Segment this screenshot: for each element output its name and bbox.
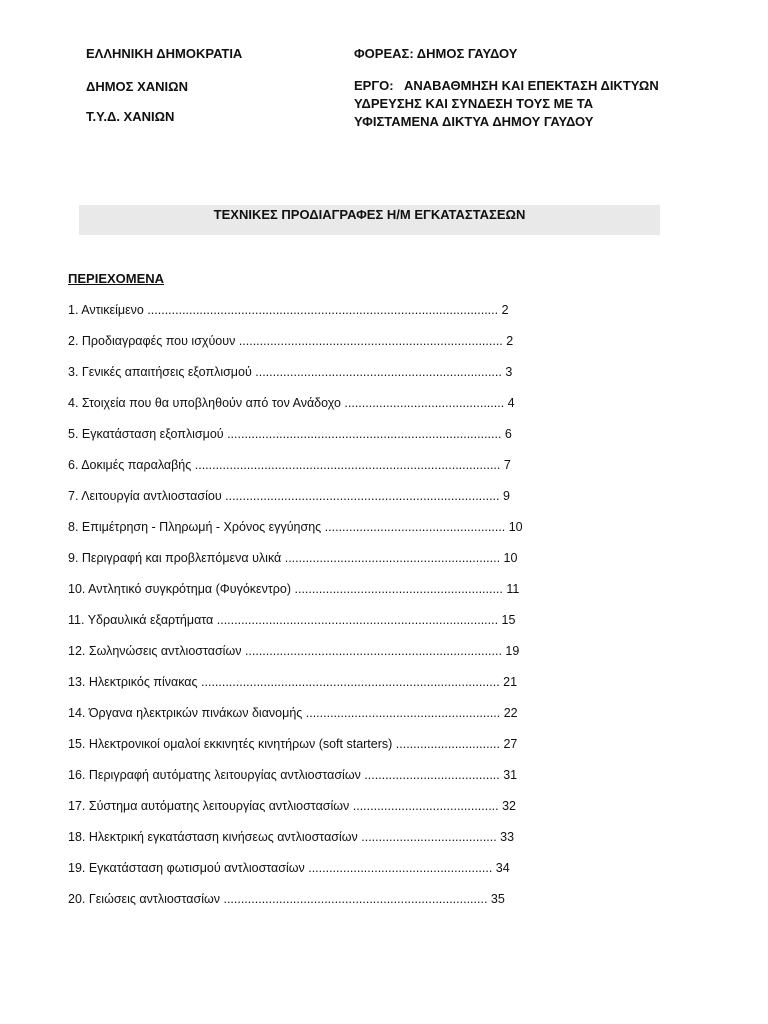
project-line-1: ΕΡΓΟ: ΑΝΑΒΑΘΜΗΣΗ ΚΑΙ ΕΠΕΚΤΑΣΗ ΔΙΚΤΥΩΝ: [354, 78, 659, 93]
toc-item[interactable]: 13. Ηλεκτρικός πίνακας ...................................................................................... 21: [68, 675, 518, 689]
toc-item[interactable]: 16. Περιγραφή αυτόματης λειτουργίας αντλιοστασίων ....................................... 31: [68, 768, 518, 782]
toc-item[interactable]: 10. Αντλητικό συγκρότημα (Φυγόκεντρο) ............................................................ 11: [68, 582, 520, 596]
table-of-contents: [68, 301, 568, 921]
toc-item[interactable]: 4. Στοιχεία που θα υποβληθούν από τον Ανάδοχο .............................................. 4: [68, 396, 515, 410]
project-block: [354, 77, 674, 131]
toc-item[interactable]: 15. Ηλεκτρονικοί ομαλοί εκκινητές κινητήρων (soft starters) .............................. 27: [68, 737, 518, 751]
org-line-2: ΔΗΜΟΣ ΧΑΝΙΩΝ: [86, 79, 188, 94]
toc-item[interactable]: 20. Γειώσεις αντλιοστασίων ............................................................................ 35: [68, 892, 505, 906]
toc-item[interactable]: 5. Εγκατάσταση εξοπλισμού ............................................................................... 6: [68, 427, 512, 441]
project-line-3: ΥΦΙΣΤΑΜΕΝΑ ΔΙΚΤΥΑ ΔΗΜΟΥ ΓΑΥΔΟΥ: [354, 114, 594, 129]
toc-item[interactable]: 9. Περιγραφή και προβλεπόμενα υλικά .............................................................. 10: [68, 551, 518, 565]
project-line-2: ΥΔΡΕΥΣΗΣ ΚΑΙ ΣΥΝΔΕΣΗ ΤΟΥΣ ΜΕ ΤΑ: [354, 96, 594, 111]
toc-item[interactable]: 11. Υδραυλικά εξαρτήματα ................................................................................. 15: [68, 613, 516, 627]
toc-item[interactable]: 1. Αντικείμενο ..................................................................................................... 2: [68, 303, 509, 317]
toc-item[interactable]: 3. Γενικές απαιτήσεις εξοπλισμού ....................................................................... 3: [68, 365, 513, 379]
toc-item[interactable]: 12. Σωληνώσεις αντλιοστασίων .......................................................................... 19: [68, 644, 520, 658]
toc-item[interactable]: 14. Όργανα ηλεκτρικών πινάκων διανομής ........................................................ 22: [68, 706, 518, 720]
toc-item[interactable]: 7. Λειτουργία αντλιοστασίου ............................................................................... 9: [68, 489, 510, 503]
title-banner: [79, 205, 660, 235]
toc-heading: ΠΕΡΙΕΧΟΜΕΝΑ: [68, 271, 165, 286]
agency-line: ΦΟΡΕΑΣ: ΔΗΜΟΣ ΓΑΥΔΟΥ: [354, 46, 518, 61]
toc-item[interactable]: 18. Ηλεκτρική εγκατάσταση κινήσεως αντλιοστασίων ....................................... 33: [68, 830, 515, 844]
toc-item[interactable]: 2. Προδιαγραφές που ισχύουν ............................................................................ 2: [68, 334, 514, 348]
org-line-3: Τ.Υ.Δ. ΧΑΝΙΩΝ: [86, 109, 175, 124]
toc-item[interactable]: 17. Σύστημα αυτόματης λειτουργίας αντλιοστασίων .......................................... 32: [68, 799, 517, 813]
toc-item[interactable]: 19. Εγκατάσταση φωτισμού αντλιοστασίων ..................................................... 34: [68, 861, 510, 875]
org-line-1: ΕΛΛΗΝΙΚΗ ΔΗΜΟΚΡΑΤΙΑ: [86, 46, 243, 61]
toc-item[interactable]: 8. Επιμέτρηση - Πληρωμή - Χρόνος εγγύησης .................................................... 10: [68, 520, 523, 534]
document-title: ΤΕΧΝΙΚΕΣ ΠΡΟΔΙΑΓΡΑΦΕΣ Η/Μ ΕΓΚΑΤΑΣΤΑΣΕΩΝ: [213, 207, 526, 222]
toc-item[interactable]: 6. Δοκιμές παραλαβής ........................................................................................ 7: [68, 458, 511, 472]
